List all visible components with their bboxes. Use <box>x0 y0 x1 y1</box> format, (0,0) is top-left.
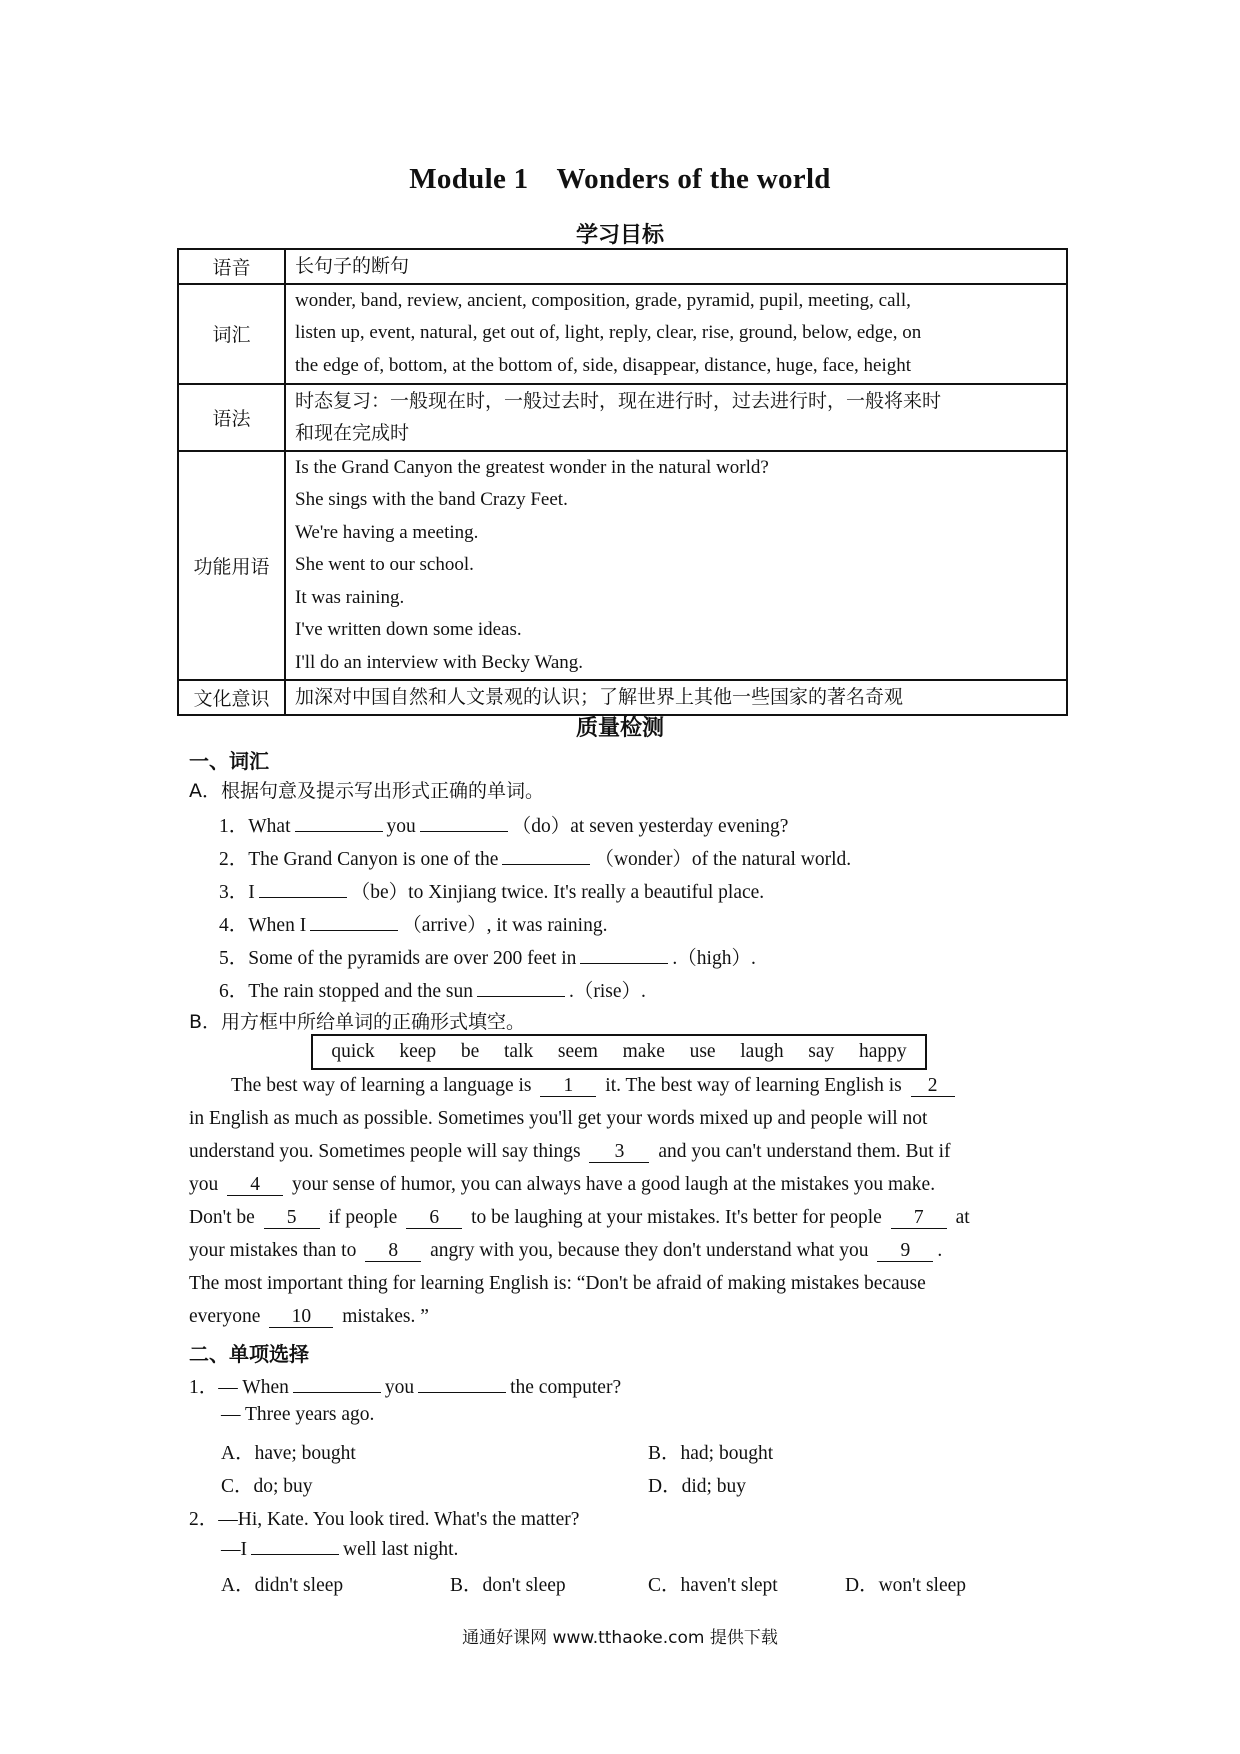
objectives-heading: 学习目标 <box>575 223 664 248</box>
module-title: Module 1 Wonders of the world <box>409 163 831 195</box>
answer-blank[interactable] <box>477 978 565 997</box>
answer-blank[interactable] <box>502 846 590 865</box>
answer-blank[interactable] <box>580 945 668 964</box>
option-a[interactable]: A．didn't sleep <box>221 1575 344 1596</box>
instruction: A．根据句意及提示写出形式正确的单词。 <box>189 780 544 802</box>
answer-blank[interactable] <box>418 1374 506 1393</box>
option-d[interactable]: D．won't sleep <box>845 1575 967 1596</box>
option-b[interactable]: B．don't sleep <box>450 1575 566 1596</box>
row-key: 语法 <box>178 384 285 451</box>
cloze-blank[interactable]: 1 <box>540 1076 596 1097</box>
question: 1．— When you the computer? <box>189 1371 621 1399</box>
word: keep <box>399 1041 437 1062</box>
cloze-blank[interactable]: 5 <box>264 1208 320 1229</box>
quality-heading: 质量检测 <box>575 716 664 741</box>
page-footer: 通通好课网 www.tthaoke.com 提供下载 <box>462 1628 778 1648</box>
cloze-blank[interactable]: 9 <box>877 1241 933 1262</box>
option-d[interactable]: D．did; buy <box>648 1476 747 1497</box>
list-item: 5．Some of the pyramids are over 200 feet in .（high）. <box>219 942 756 970</box>
question-reply: — Three years ago. <box>221 1404 375 1425</box>
word: happy <box>858 1041 907 1062</box>
word: be <box>460 1041 480 1062</box>
option-c[interactable]: C．haven't slept <box>648 1575 778 1596</box>
question-reply: —I well last night. <box>221 1536 458 1561</box>
answer-blank[interactable] <box>259 879 347 898</box>
option-a[interactable]: A．have; bought <box>221 1443 356 1464</box>
row-key: 词汇 <box>178 284 285 384</box>
table-row: 功能用语 Is the Grand Canyon the greatest wonder in the natural world? She sings with the band Crazy Feet. We're having a meeting. She went to our school. It was raining. I've written down some ideas. I'll do an interview with Becky Wang. <box>178 451 1067 681</box>
option-b[interactable]: B．had; bought <box>648 1443 774 1464</box>
word: laugh <box>740 1041 784 1062</box>
cloze-blank[interactable]: 10 <box>269 1307 333 1328</box>
answer-blank[interactable] <box>293 1374 381 1393</box>
answer-blank[interactable] <box>420 813 508 832</box>
row-key: 功能用语 <box>178 451 285 681</box>
option-c[interactable]: C．do; buy <box>221 1476 313 1497</box>
row-key: 语音 <box>178 249 285 284</box>
word: say <box>808 1041 835 1062</box>
word-box <box>311 1034 927 1070</box>
word: seem <box>557 1041 598 1062</box>
word: talk <box>503 1041 534 1062</box>
cloze-blank[interactable]: 7 <box>891 1208 947 1229</box>
word: use <box>689 1041 716 1062</box>
answer-blank[interactable] <box>251 1536 339 1555</box>
answer-blank[interactable] <box>310 912 398 931</box>
table-row: 文化意识 加深对中国自然和人文景观的认识；了解世界上其他一些国家的著名奇观 <box>178 680 1067 715</box>
table-row: 语音 长句子的断句 <box>178 249 1067 284</box>
answer-blank[interactable] <box>295 813 383 832</box>
word: make <box>622 1041 665 1062</box>
list-item: 2．The Grand Canyon is one of the （wonder）of the natural world. <box>219 843 851 871</box>
cloze-blank[interactable]: 2 <box>911 1076 955 1097</box>
table-row: 语法 时态复习：一般现在时，一般过去时，现在进行时，过去进行时，一般将来时 和现在完成时 <box>178 384 1067 451</box>
cloze-blank[interactable]: 4 <box>227 1175 283 1196</box>
table-row: 词汇 wonder, band, review, ancient, composition, grade, pyramid, pupil, meeting, call, listen up, event, natural, get out of, light, reply, clear, rise, ground, below, edge, on the edge of, bottom, at the bottom of, side, disappear, distance, huge, face, height <box>178 284 1067 384</box>
instruction: B．用方框中所给单词的正确形式填空。 <box>189 1011 526 1033</box>
cloze-blank[interactable]: 6 <box>406 1208 462 1229</box>
list-item: 1．What you （do）at seven yesterday evening? <box>219 810 788 838</box>
row-key: 文化意识 <box>178 680 285 715</box>
list-item: 3．I （be）to Xinjiang twice. It's really a beautiful place. <box>219 876 764 904</box>
section-heading: 二、单项选择 <box>189 1342 309 1366</box>
word: quick <box>331 1041 375 1062</box>
cloze-blank[interactable]: 8 <box>365 1241 421 1262</box>
objectives-table <box>177 248 1068 716</box>
section-heading: 一、词汇 <box>189 749 269 773</box>
list-item: 4．When I （arrive）, it was raining. <box>219 909 607 937</box>
cloze-blank[interactable]: 3 <box>589 1142 649 1163</box>
question: 2．—Hi, Kate. You look tired. What's the matter? <box>189 1509 580 1530</box>
document-page: Module 1 Wonders of the world 学习目标 语音 长句子的断句 词汇 wonder, band, review, ancient, composition, grade, pyramid, pupil, meeting, call, listen up, event, natural, get out of, light, reply, clear, rise, ground, below, edge, on the edge of, bottom, at the bottom of, side, disappear, distance, huge, face, height 语法 时态复习：一般现在时，一般过去时，现在进行时，过去进行时，一般将来时 和现在完成时 功能用语 Is the Grand Canyon the greatest wonder in the natural world? She sings with the band Crazy Feet. We're having a meeting. She went to our school. It was raining. I've written down some ideas. I'll do an interview with Becky Wang. 文化意识 加深对中国自然和人文景观的认识；了解世界上其他一些国家的著名奇观 质量检测 一、词汇 A．根据句意及提示写出形式正确的单词。 1．What you （do）at seven yesterday evening? 2．The Grand Canyon is one of the （wonder）of the natural world. 3．I （be）to Xinjiang twice. It's really a beautiful place. 4．When I （arrive）, it was raining. 5．Some of the pyramids are over 200 feet in .（high）. 6．The rain stopped and the sun .（rise）. B．用方框中所给单词的正确形式填空。 quick keep be talk seem make use laugh say happy The best way of learning a language is 1 it. The best way of learning English is 2 in English as much as possible. Sometimes you'll get your words mixed up and people will not understand you. Sometimes people will say things 3 and you can't understand them. But if you 4 your sense of humor, you can always have a good laugh at the mistakes you make. Don't be 5 if people 6 to be laughing at your mistakes. It's better for people 7 at your mistakes than to 8 angry with you, because they don't understand what you 9 . The most important thing for learning English is: “Don't be afraid of making mistakes because everyone 10 mistakes. ” 二、单项选择 1．— When you the computer? — Three years ago. A．have; bought B．had; bought C．do; buy D．did; buy 2．—Hi, Kate. You look tired. What's the matter? —I well last night. A．didn't sleep B．don't sleep C．haven't slept D．won't sleep 通通好课网 www.tthaoke.com 提供下载 <box>0 0 1240 1754</box>
list-item: 6．The rain stopped and the sun .（rise）. <box>219 975 646 1003</box>
